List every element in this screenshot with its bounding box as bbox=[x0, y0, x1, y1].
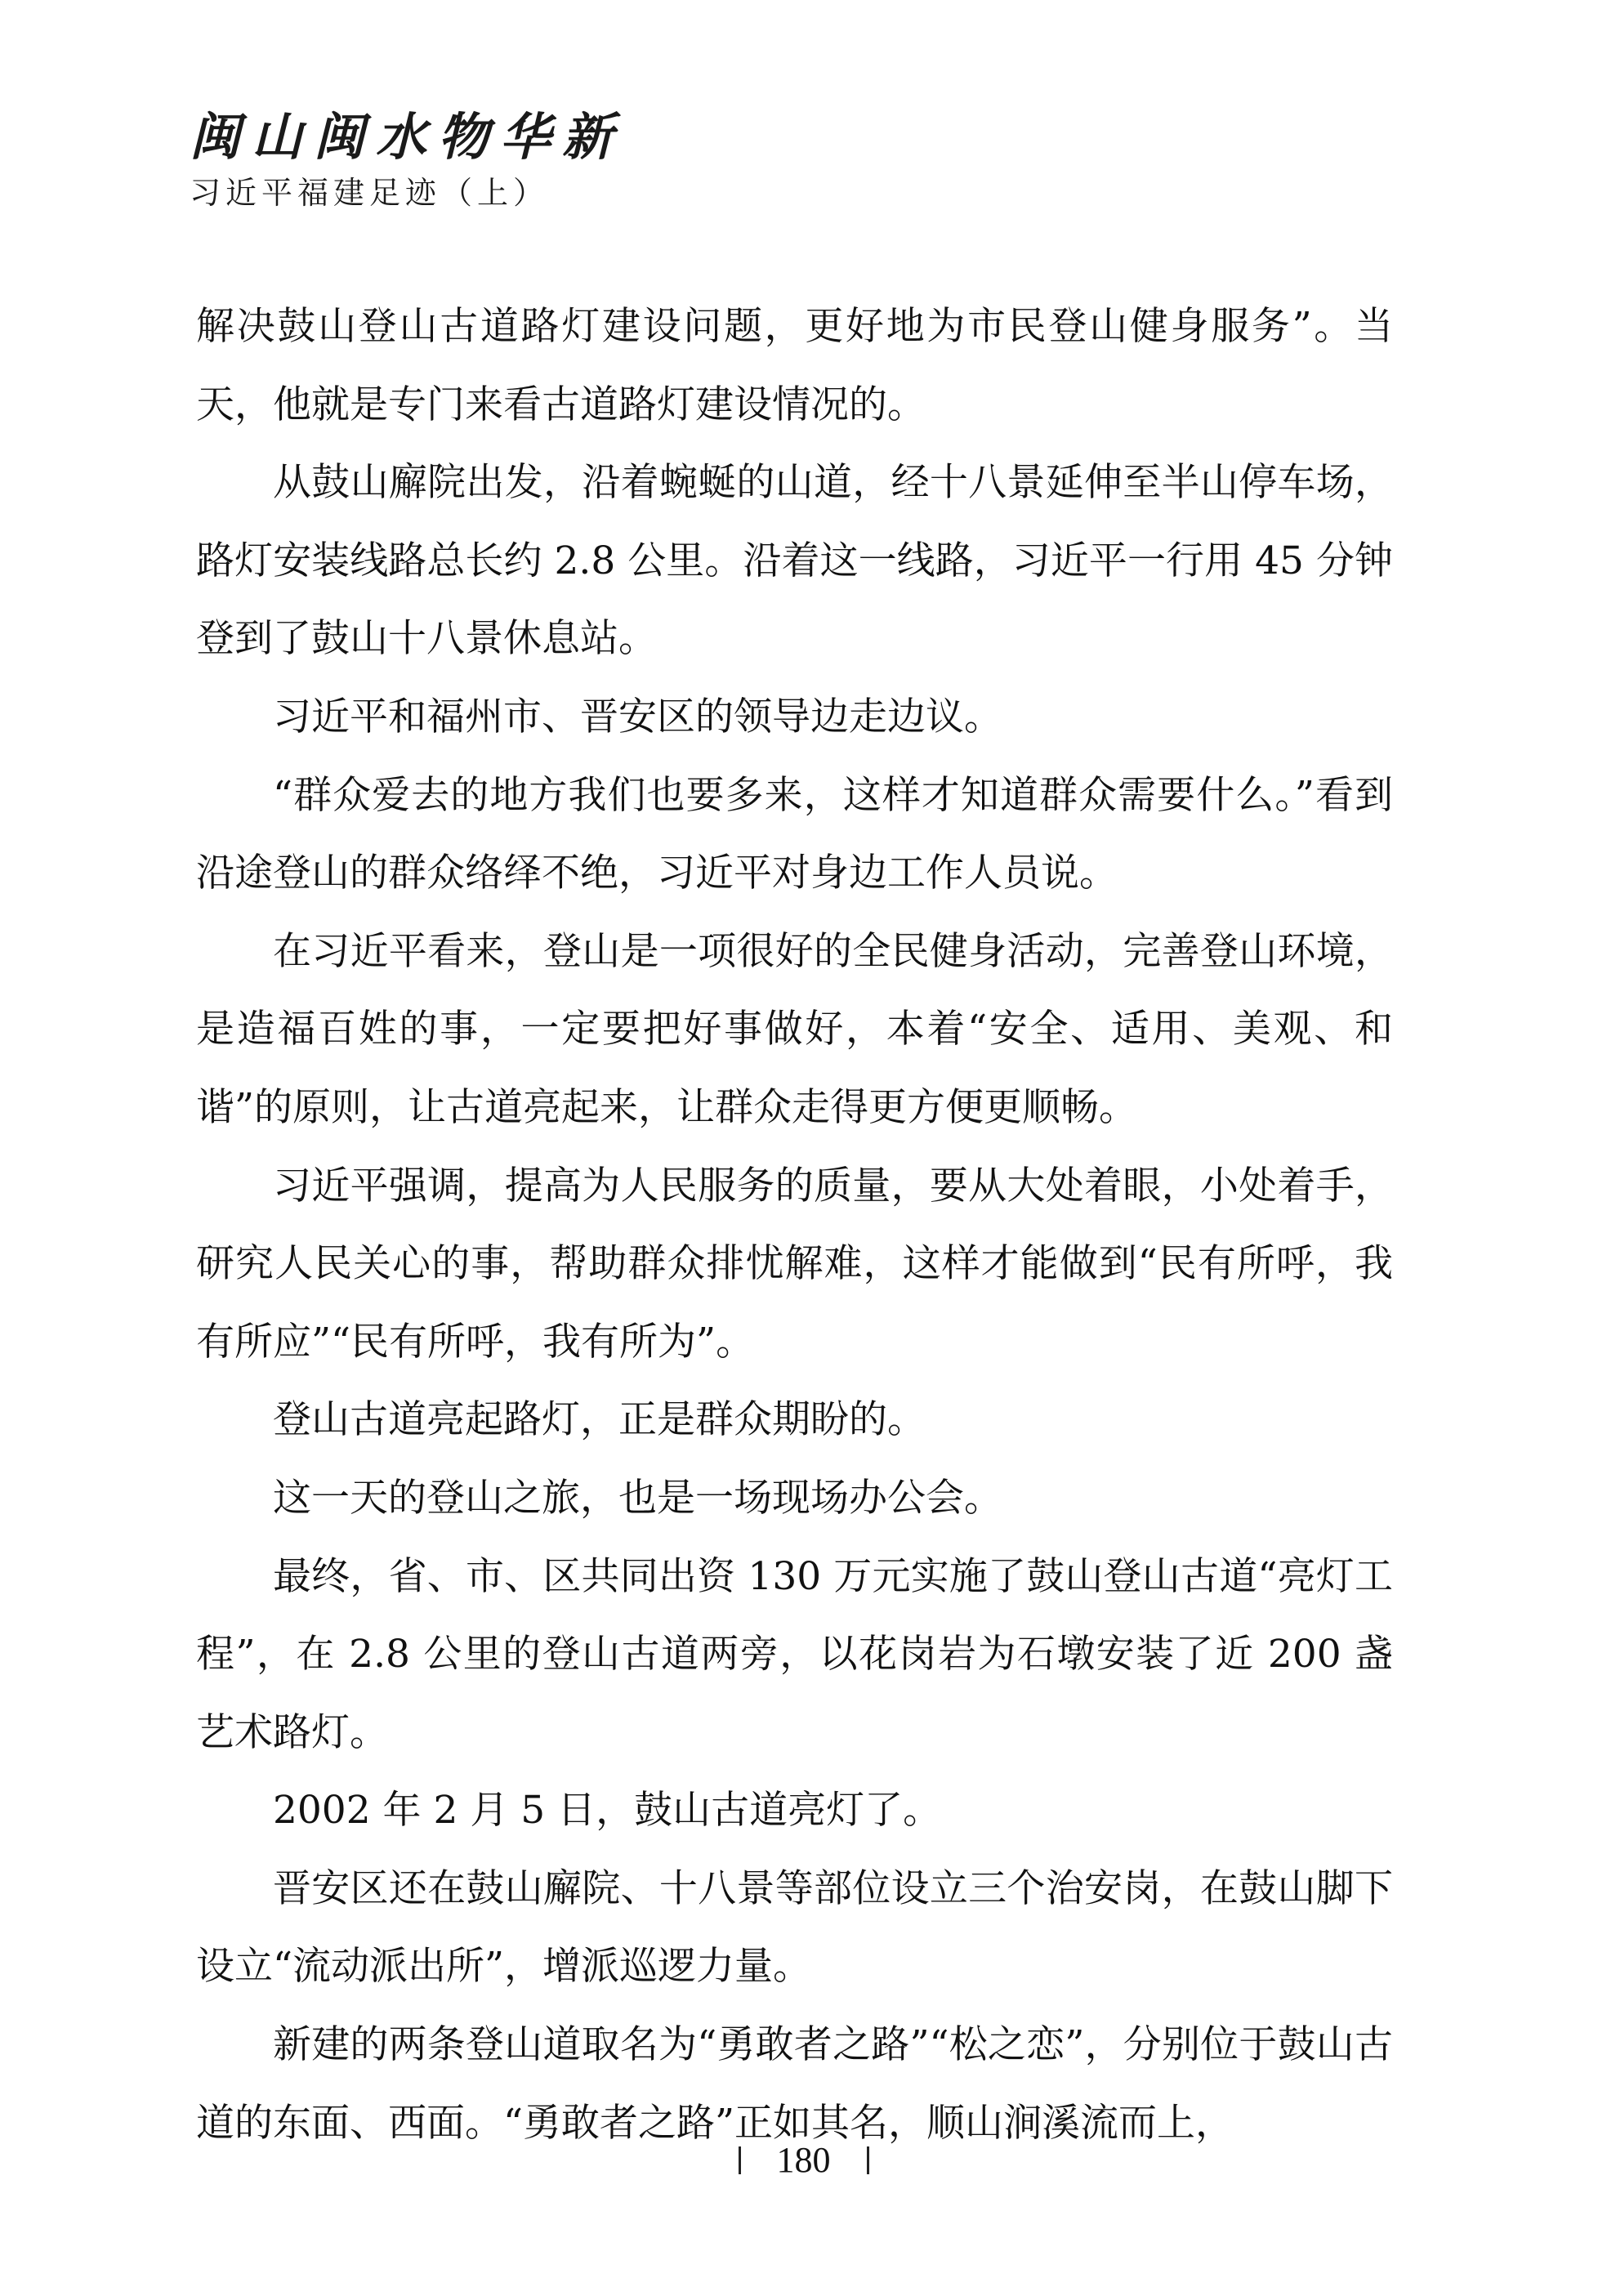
book-title: 闽山闽水物华新 bbox=[190, 107, 625, 167]
paragraph: 2002 年 2 月 5 日，鼓山古道亮灯了。 bbox=[273, 1788, 942, 1834]
paragraph: 习近平和福州市、晋安区的领导边走边议。 bbox=[273, 694, 1002, 739]
paragraph: “群众爱去的地方我们也要多来，这样才知道群众需要什么。”看到沿途登山的群众络绎不绝，习近平对身边工作人员说。 bbox=[196, 772, 1393, 896]
body-text bbox=[196, 288, 1393, 2162]
paragraph: 晋安区还在鼓山廨院、十八景等部位设立三个治安岗，在鼓山脚下设立“流动派出所”，增派巡逻力量。 bbox=[196, 1865, 1393, 1990]
running-head bbox=[190, 105, 624, 212]
paragraph: 从鼓山廨院出发，沿着蜿蜒的山道，经十八景延伸至半山停车场，路灯安装线路总长约 2.8 公里。沿着这一线路，习近平一行用 45 分钟登到了鼓山十八景休息站。 bbox=[196, 460, 1393, 662]
paragraph-continuation: 解决鼓山登山古道路灯建设问题，更好地为市民登山健身服务”。当天，他就是专门来看古道路灯建设情况的。 bbox=[196, 304, 1393, 427]
paragraph: 这一天的登山之旅，也是一场现场办公会。 bbox=[273, 1475, 1002, 1521]
paragraph: 登山古道亮起路灯，正是群众期盼的。 bbox=[273, 1397, 926, 1443]
page-number: 180 bbox=[776, 2139, 831, 2180]
paragraph: 习近平强调，提高为人民服务的质量，要从大处着眼，小处着手，研究人民关心的事，帮助群众排忧解难，这样才能做到“民有所呼，我有所应”“民有所呼，我有所为”。 bbox=[196, 1163, 1393, 1365]
page-number-left-rule bbox=[739, 2146, 741, 2174]
book-subtitle: 习近平福建足迹（上） bbox=[190, 175, 550, 211]
paragraph: 最终，省、市、区共同出资 130 万元实施了鼓山登山古道“亮灯工程”，在 2.8 公里的登山古道两旁，以花岗岩为石墩安装了近 200 盏艺术路灯。 bbox=[196, 1553, 1393, 1755]
page-footer bbox=[0, 2133, 1607, 2185]
paragraph: 在习近平看来，登山是一项很好的全民健身活动，完善登山环境，是造福百姓的事，一定要把好事做好，本着“安全、适用、美观、和谐”的原则，让古道亮起来，让群众走得更方便更顺畅。 bbox=[196, 928, 1393, 1130]
paragraph: 新建的两条登山道取名为“勇敢者之路”“松之恋”，分别位于鼓山古道的东面、西面。“勇敢者之路”正如其名，顺山涧溪流而上， bbox=[196, 2022, 1393, 2146]
page-number-right-rule bbox=[867, 2146, 869, 2174]
